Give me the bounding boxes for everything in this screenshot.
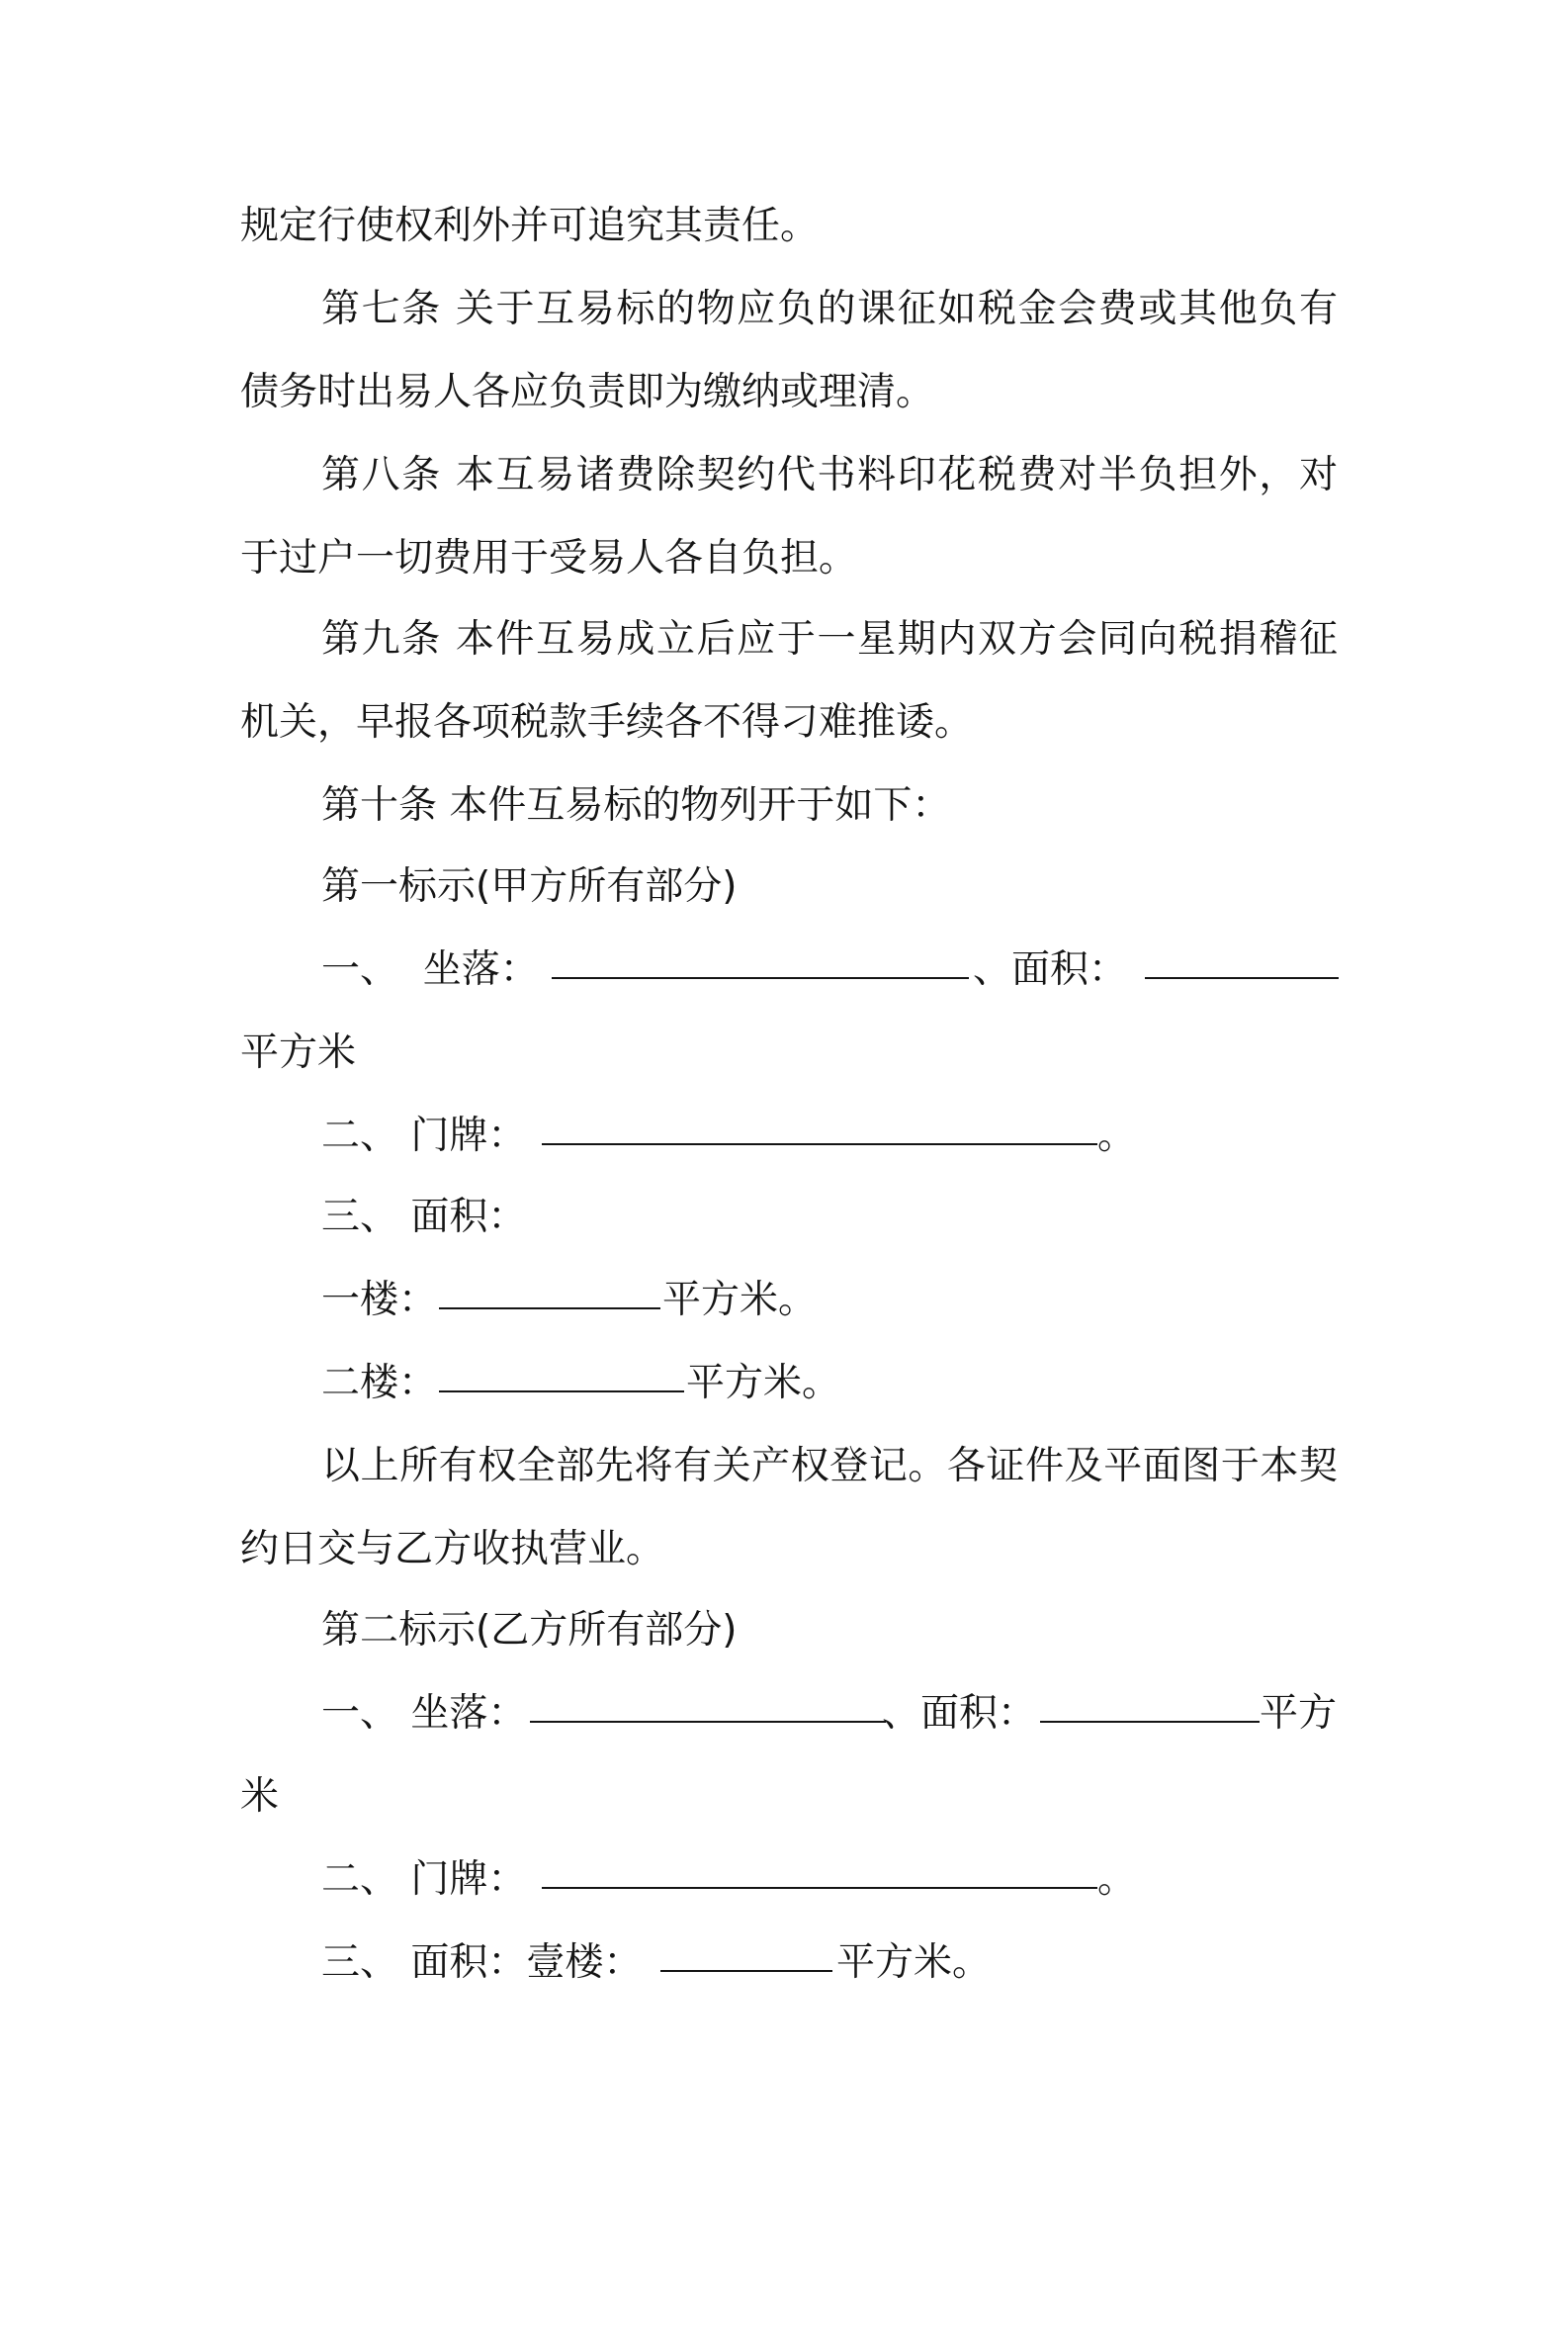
text-line: 第二标示(乙方所有部分) xyxy=(321,1608,738,1653)
article-8-line-1 xyxy=(0,435,1568,516)
a-area-unit-line xyxy=(0,1013,1568,1094)
text-line: 规定行使权利外并可追究其责任。 xyxy=(240,204,820,248)
article-7-line-1 xyxy=(0,269,1568,350)
text-line: 约日交与乙方收执营业。 xyxy=(240,1527,665,1571)
article-7-line-2 xyxy=(0,352,1568,433)
ownership-line-1 xyxy=(0,1426,1568,1507)
text-line: 三、 面积： xyxy=(321,1195,527,1239)
b-floor-unit: 平方米。 xyxy=(836,1940,992,1985)
text-line: 机关，早报各项税款手续各不得刁难推诿。 xyxy=(240,700,974,745)
paragraph-line xyxy=(0,186,1568,267)
b-floor-label: 三、 面积：壹楼： xyxy=(321,1940,643,1985)
a-floor1-row xyxy=(0,1260,1568,1341)
a-plate-end: 。 xyxy=(1097,1114,1137,1158)
a-floor2-blank[interactable] xyxy=(437,1343,686,1424)
text-line: 平方米 xyxy=(240,1030,357,1075)
b-location-row xyxy=(0,1673,1568,1754)
b-location-blank[interactable] xyxy=(528,1673,888,1754)
b-floor-blank[interactable] xyxy=(658,1923,834,2004)
a-location-label: 一、 坐落： xyxy=(321,947,539,992)
article-8-line-2 xyxy=(0,518,1568,599)
a-floor1-label: 一楼： xyxy=(321,1278,438,1322)
section-b-heading xyxy=(0,1590,1568,1671)
b-plate-row xyxy=(0,1839,1568,1921)
b-plate-label: 二、 门牌： xyxy=(321,1857,527,1902)
b-plate-blank[interactable] xyxy=(540,1839,1099,1921)
a-floor2-row xyxy=(0,1343,1568,1424)
a-location-blank[interactable] xyxy=(550,930,971,1011)
article-9-line-2 xyxy=(0,682,1568,763)
a-plate-label: 二、 门牌： xyxy=(321,1114,527,1158)
text-line: 以上所有权全部先将有关产权登记。各证件及平面图于本契 xyxy=(321,1444,1338,1488)
text-line: 第十条 本件互易标的物列开于如下： xyxy=(321,783,951,828)
text-line: 第七条 关于互易标的物应负的课征如税金会费或其他负有 xyxy=(321,287,1338,331)
section-a-heading xyxy=(0,847,1568,928)
text-line: 第九条 本件互易成立后应于一星期内双方会同向税捐稽征 xyxy=(321,617,1338,662)
text-line: 于过户一切费用于受易人各自负担。 xyxy=(240,536,858,581)
a-floor2-label: 二楼： xyxy=(321,1361,438,1405)
b-location-label: 一、 坐落： xyxy=(321,1691,527,1736)
text-line: 债务时出易人各应负责即为缴纳或理清。 xyxy=(240,370,935,414)
a-area-label: 、面积： xyxy=(973,947,1128,992)
text-line: 米 xyxy=(240,1774,280,1819)
a-floor1-unit: 平方米。 xyxy=(662,1278,818,1322)
a-area-blank[interactable] xyxy=(1143,930,1341,1011)
b-area-unit: 平方 xyxy=(1260,1691,1338,1736)
b-area-unit-line xyxy=(0,1756,1568,1837)
article-10-line xyxy=(0,765,1568,847)
b-area-label: 、面积： xyxy=(882,1691,1037,1736)
a-area-heading xyxy=(0,1177,1568,1258)
ownership-line-2 xyxy=(0,1509,1568,1590)
text-line: 第一标示(甲方所有部分) xyxy=(321,864,738,909)
b-floor-row xyxy=(0,1923,1568,2004)
a-plate-row xyxy=(0,1096,1568,1177)
b-area-blank[interactable] xyxy=(1038,1673,1262,1754)
a-plate-blank[interactable] xyxy=(540,1096,1099,1177)
article-9-line-1 xyxy=(0,599,1568,680)
a-floor2-unit: 平方米。 xyxy=(686,1361,841,1405)
b-plate-end: 。 xyxy=(1097,1857,1137,1902)
text-line: 第八条 本互易诸费除契约代书料印花税费对半负担外，对 xyxy=(321,453,1338,497)
a-floor1-blank[interactable] xyxy=(437,1260,662,1341)
a-location-row xyxy=(0,930,1568,1011)
